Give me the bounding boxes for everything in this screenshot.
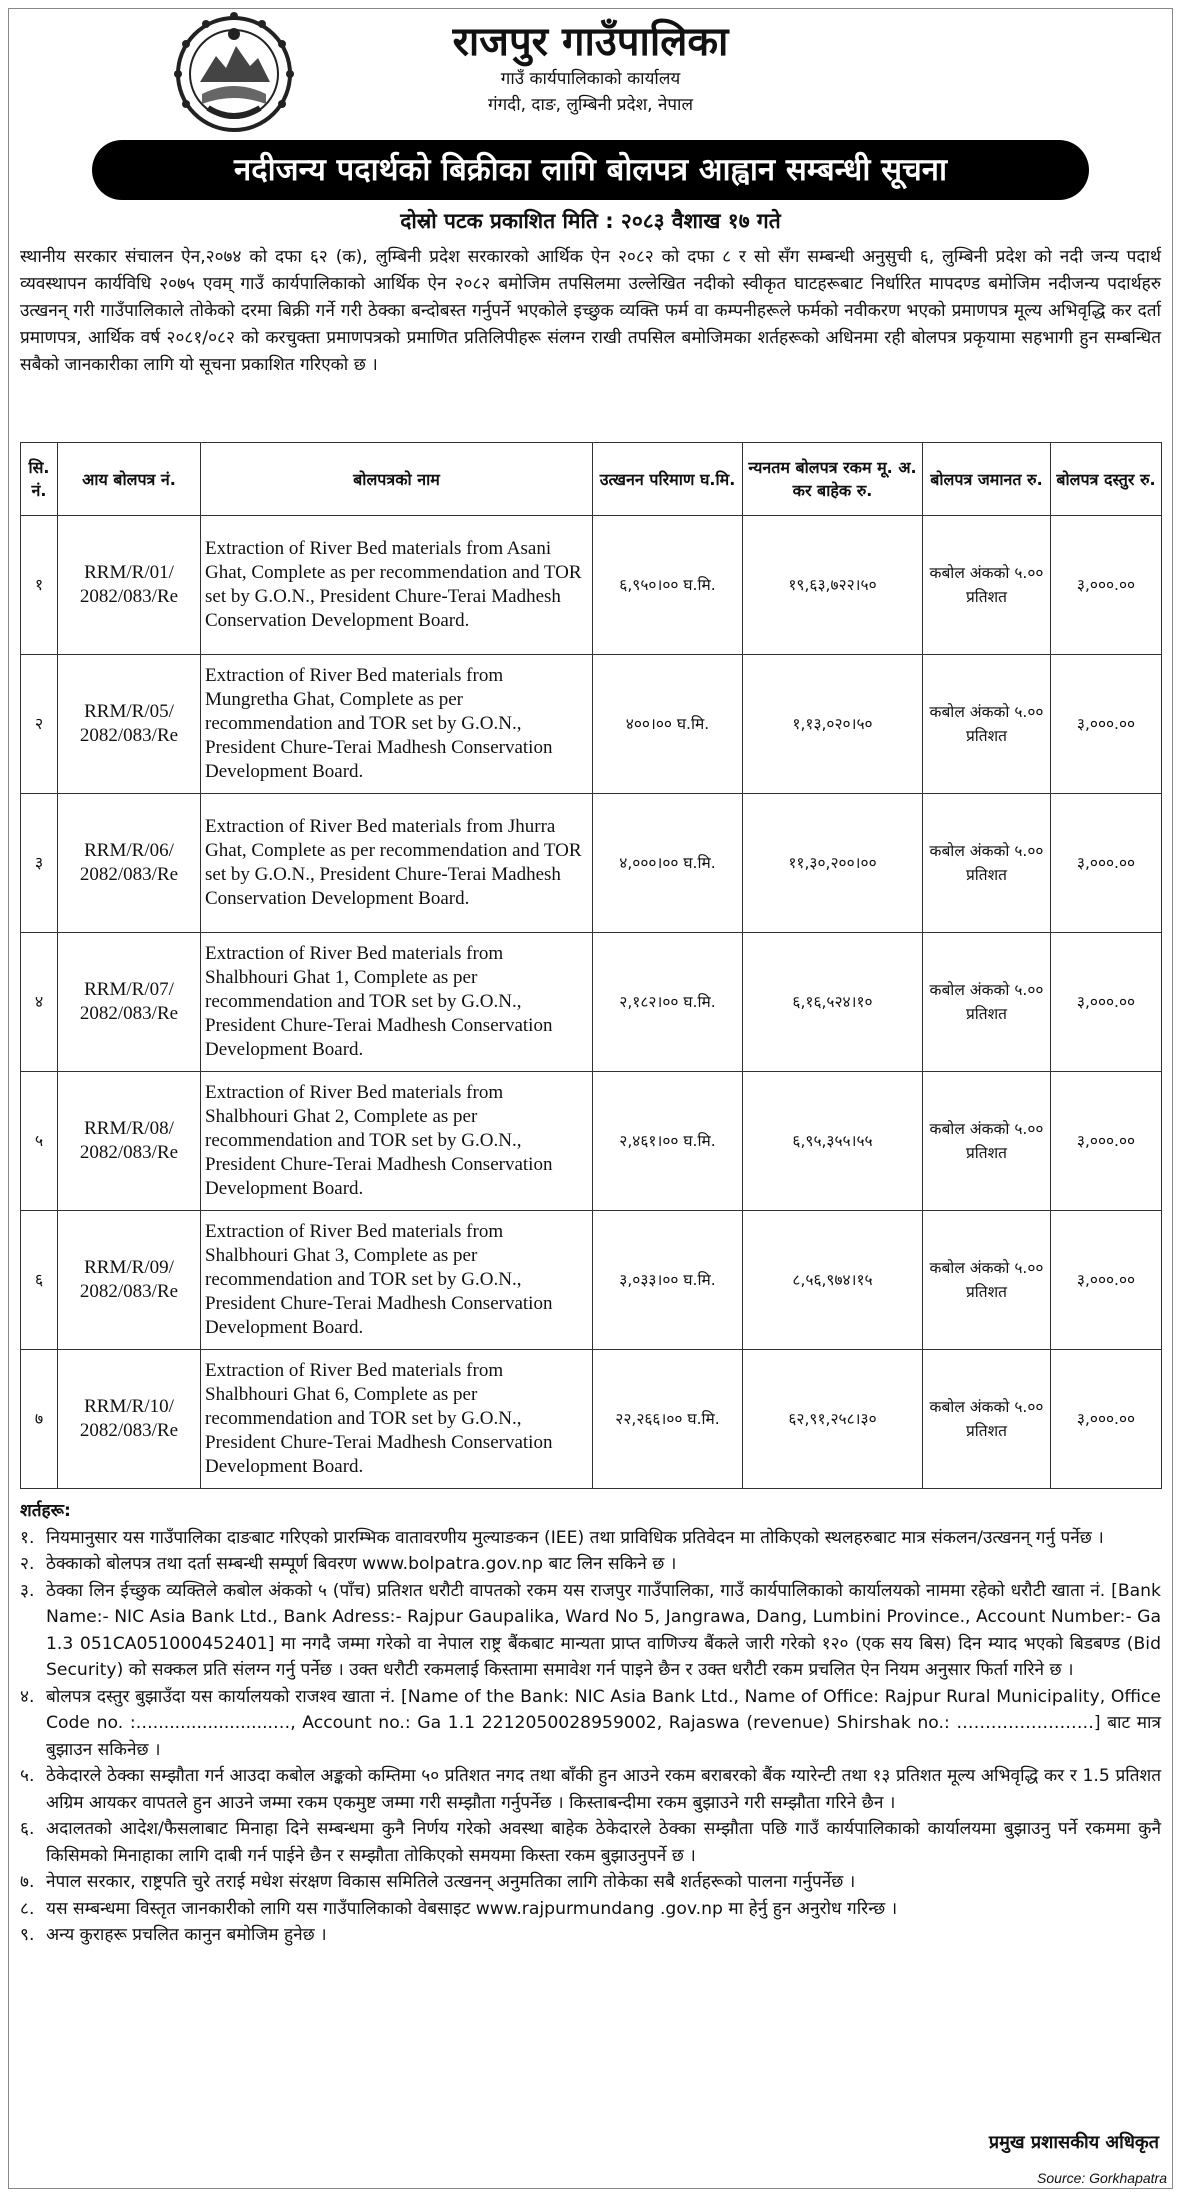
office-address: गंगदी, दाङ, लुम्बिनी प्रदेश, नेपाल [488,95,693,115]
tender-name: Extraction of River Bed materials from Jhurra Ghat, Complete as per recommendation and TOR set by G.O.N., President Chure-Terai Madhesh Conservation Development Board. [201,794,593,933]
table-row [21,933,1162,1072]
column-header: सि. नं. [21,443,58,516]
serial-number: ४ [21,933,58,1072]
tender-code: RRM/R/01/ 2082/083/Re [58,516,201,655]
serial-number: २ [21,655,58,794]
office-name: गाउँ कार्यपालिकाको कार्यालय [500,69,681,89]
bid-security: कबोल अंकको ५.०० प्रतिशत [923,794,1051,933]
term-item [20,1869,1161,1896]
excavation-quantity: २,१८२।०० घ.मि. [593,933,743,1072]
column-header: न्यनतम बोलपत्र रकम मू. अ. कर बाहेक रु. [743,443,923,516]
tender-name: Extraction of River Bed materials from Shalbhouri Ghat 2, Complete as per recommendation and TOR set by G.O.N., President Chure-Terai Madhesh Conservation Development Board. [201,1072,593,1211]
tender-name: Extraction of River Bed materials from Asani Ghat, Complete as per recommendation and TOR set by G.O.N., President Chure-Terai Madhesh Conservation Development Board. [201,516,593,655]
source-credit: Source: Gorkhapatra [1037,2170,1167,2186]
excavation-quantity: ४,०००।०० घ.मि. [593,794,743,933]
term-item [20,1684,1161,1764]
term-text: ठेक्काको बोलपत्र तथा दर्ता सम्बन्धी सम्पूर्ण बिवरण www.bolpatra.gov.np बाट लिन सकिने छ । [46,1554,677,1574]
table-row [21,1072,1162,1211]
tender-name: Extraction of River Bed materials from Mungretha Ghat, Complete as per recommendation and TOR set by G.O.N., President Chure-Terai Madhesh Conservation Development Board. [201,655,593,794]
term-number: ७. [20,1872,35,1892]
serial-number: १ [21,516,58,655]
term-number: ९. [20,1925,35,1945]
minimum-amount: ६,१६,५२४।१० [743,933,923,1072]
bid-security: कबोल अंकको ५.०० प्रतिशत [923,1072,1051,1211]
header [0,12,1181,137]
term-number: ४. [20,1686,35,1707]
term-text: अदालतको आदेश/फैसलाबाट मिनाहा दिने सम्बन्धमा कुनै निर्णय गरेको अवस्था बाहेक ठेकेदारले ठेक्का सम्झौता पछि गाउँ कार्यपालिकाको कार्यालयमा बुझाउनु पर्ने रकममा कुनै किसिमको मिनाहाका लागि दाबी गर्न पाईने छैन र सम्झौता तोकिएको समयमा किस्ता रकम बुझाउनुपर्ने छ । [46,1819,1161,1866]
term-number: १. [20,1527,35,1548]
table-row [21,516,1162,655]
term-item [20,1763,1161,1816]
bid-security: कबोल अंकको ५.०० प्रतिशत [923,933,1051,1072]
table-header-row [21,443,1162,516]
bid-security: कबोल अंकको ५.०० प्रतिशत [923,1350,1051,1489]
tender-fee: ३,०००.०० [1051,1211,1162,1350]
notice-title: नदीजन्य पदार्थको बिक्रीका लागि बोलपत्र आह्वान सम्बन्धी सूचना [92,140,1089,200]
serial-number: ३ [21,794,58,933]
excavation-quantity: ३,०३३।०० घ.मि. [593,1211,743,1350]
serial-number: ६ [21,1211,58,1350]
tender-fee: ३,०००.०० [1051,1350,1162,1489]
tender-code: RRM/R/06/ 2082/083/Re [58,794,201,933]
term-text: नेपाल सरकार, राष्ट्रपति चुरे तराई मधेश संरक्षण विकास समितिले उत्खनन् अनुमतिका लागि तोकेका सबै शर्तहरूको पालना गर्नुपर्नेछ । [46,1872,856,1892]
terms-section [20,1498,1161,1949]
tender-code: RRM/R/10/ 2082/083/Re [58,1350,201,1489]
minimum-amount: ८,५६,९७४।१५ [743,1211,923,1350]
term-item [20,1551,1161,1578]
excavation-quantity: २२,२६६।०० घ.मि. [593,1350,743,1489]
tender-code: RRM/R/07/ 2082/083/Re [58,933,201,1072]
column-header: आय बोलपत्र नं. [58,443,201,516]
tender-table [20,442,1162,1489]
term-number: २. [20,1554,35,1574]
term-text: नियमानुसार यस गाउँपालिका दाङबाट गरिएको प्रारम्भिक वातावरणीय मुल्याङकन (IEE) तथा प्राविधिक प्रतिवेदन मा तोकिएको स्थलहरुबाट मात्र संकलन/उत्खनन् गर्नु पर्नेछ । [46,1527,1104,1548]
tender-fee: ३,०००.०० [1051,655,1162,794]
tender-fee: ३,०००.०० [1051,516,1162,655]
term-item [20,1922,1161,1949]
tender-name: Extraction of River Bed materials from Shalbhouri Ghat 6, Complete as per recommendation and TOR set by G.O.N., President Chure-Terai Madhesh Conservation Development Board. [201,1350,593,1489]
table-row [21,794,1162,933]
intro-paragraph: स्थानीय सरकार संचालन ऐन,२०७४ को दफा ६२ (क), लुम्बिनी प्रदेश सरकारको आर्थिक ऐन २०८२ को दफा ८ र सो सँग सम्बन्धी अनुसुची ६, लुम्बिनी प्रदेश को नदी जन्य पदार्थ व्यवस्थापन कार्यविधि २०७५ एवम् गाउँ कार्यपालिकाको आर्थिक ऐन २०८२ बमोजिम तपसिलमा उल्लेखित नदीको स्वीकृत घाटहरूबाट निर्धारित मापदण्ड बमोजिम नदीजन्य पदार्थहरु उत्खनन् गरी गाउँपालिकाले तोकेको दरमा बिक्री गर्ने गरी ठेक्का बन्दोबस्त गर्नुपर्ने भएकोले इच्छुक व्यक्ति फर्म वा कम्पनीहरूले फर्मको नवीकरण भएको प्रमाणपत्र मूल्य अभिवृद्धि कर दर्ता प्रमाणपत्र, आर्थिक वर्ष २०८१/०८२ को करचुक्ता प्रमाणपत्रको प्रमाणित प्रतिलिपीहरू संलग्न राखी तपसिल बमोजिमका शर्तहरूको अधिनमा रही बोलपत्र प्रकृयामा सहभागी हुन सम्बन्धित सबैको जानकारीका लागि यो सूचना प्रकाशित गरिएको छ । [20,247,1161,375]
bid-security: कबोल अंकको ५.०० प्रतिशत [923,516,1051,655]
column-header: बोलपत्र जमानत रु. [923,443,1051,516]
table-row [21,1350,1162,1489]
organization-name: राजपुर गाउँपालिका [452,19,729,65]
tender-name: Extraction of River Bed materials from Shalbhouri Ghat 1, Complete as per recommendation and TOR set by G.O.N., President Chure-Terai Madhesh Conservation Development Board. [201,933,593,1072]
column-header: बोलपत्रको नाम [201,443,593,516]
term-text: ठेक्का लिन ईच्छुक व्यक्तिले कबोल अंकको ५ (पाँच) प्रतिशत धरौटी वापतको रकम यस राजपुर गाउँपालिका, गाउँ कार्यपालिकाको कार्यालयको नाममा रहेको धरौटी खाता नं. [Bank Name:- NIC Asia Bank Ltd., Bank Adress:- Rajpur Gaupalika, Ward No 5, Jangrawa, Dang, Lumbini Province., Account Number:- Ga 1.3 051CA051000452401] मा नगदै जम्मा गरेको वा नेपाल राष्ट्र बैंकबाट मान्यता प्राप्त वाणिज्य बैंकले जारी गरेको १२० (एक सय बिस) दिन म्याद भएको बिडबण्ड (Bid Security) को सक्कल प्रति संलग्न गर्नु पर्नेछ । उक्त धरौटी रकमलाई किस्तामा समावेश गर्न पाइने छैन र उक्त धरौटी रकम प्रचलित ऐन नियम अनुसार फिर्ता गरिने छ । [46,1580,1161,1680]
publication-date: दोस्रो पटक प्रकाशित मिति : २०८३ वैशाख १७ गते [400,209,781,233]
term-number: ५. [20,1766,35,1786]
excavation-quantity: २,४६१।०० घ.मि. [593,1072,743,1211]
table-row [21,1211,1162,1350]
term-number: ६. [20,1819,35,1839]
minimum-amount: ११,३०,२००।०० [743,794,923,933]
term-text: बोलपत्र दस्तुर बुझाउँदा यस कार्यालयको राजश्व खाता नं. [Name of the Bank: NIC Asia Bank Ltd., Name of Office: Rajpur Rural Municipality, Office Code no. :…......................…, Account no.: Ga 1.1 221205002895​9002, Rajaswa (revenue) Shirshak no.: ……………………] बाट मात्र बुझाउन सकिनेछ । [46,1686,1161,1760]
tender-code: RRM/R/08/ 2082/083/Re [58,1072,201,1211]
term-number: ३. [20,1580,35,1601]
government-emblem-icon [172,12,296,136]
term-text: ठेकेदारले ठेक्का सम्झौता गर्न आउदा कबोल अङ्कको कम्तिमा ५० प्रतिशत नगद तथा बाँकी हुन आउने रकम बराबरको बैंक ग्यारेन्टी तथा १३ प्रतिशत मूल्य अभिवृद्धि कर र 1.5 प्रतिशत अग्रिम आयकर वापतले हुन आउने जम्मा रकम एकमुष्ट जम्मा गरी सम्झौता गर्नुपर्नेछ । किस्ताबन्दीमा रकम बुझाउने गरी सम्झौता गरिने छैन । [46,1766,1161,1813]
serial-number: ७ [21,1350,58,1489]
term-item [20,1896,1161,1923]
minimum-amount: १,१३,०२०।५० [743,655,923,794]
term-item [20,1525,1161,1552]
tender-fee: ३,०००.०० [1051,794,1162,933]
terms-title: शर्तहरू: [20,1501,71,1521]
column-header: बोलपत्र दस्तुर रु. [1051,443,1162,516]
tender-code: RRM/R/09/ 2082/083/Re [58,1211,201,1350]
tender-fee: ३,०००.०० [1051,933,1162,1072]
serial-number: ५ [21,1072,58,1211]
table-row [21,655,1162,794]
term-number: ८. [20,1898,35,1919]
term-item [20,1578,1161,1684]
tender-code: RRM/R/05/ 2082/083/Re [58,655,201,794]
minimum-amount: ६,९५,३५५।५५ [743,1072,923,1211]
term-item [20,1816,1161,1869]
term-text: यस सम्बन्धमा विस्तृत जानकारीको लागि यस गाउँपालिकाको वेबसाइट www.rajpurmundang .gov.np मा हेर्नु हुन अनुरोध गरिन्छ । [46,1898,898,1919]
signatory-title: प्रमुख प्रशासकीय अधिकृत [988,2132,1159,2153]
bid-security: कबोल अंकको ५.०० प्रतिशत [923,655,1051,794]
minimum-amount: ६२,९१,२५८।३० [743,1350,923,1489]
term-text: अन्य कुराहरू प्रचलित कानुन बमोजिम हुनेछ । [46,1925,327,1945]
excavation-quantity: ४००।०० घ.मि. [593,655,743,794]
minimum-amount: १९,६३,७२२।५० [743,516,923,655]
tender-name: Extraction of River Bed materials from Shalbhouri Ghat 3, Complete as per recommendation and TOR set by G.O.N., President Chure-Terai Madhesh Conservation Development Board. [201,1211,593,1350]
excavation-quantity: ६,९५०।०० घ.मि. [593,516,743,655]
column-header: उत्खनन परिमाण घ.मि. [593,443,743,516]
bid-security: कबोल अंकको ५.०० प्रतिशत [923,1211,1051,1350]
tender-fee: ३,०००.०० [1051,1072,1162,1211]
